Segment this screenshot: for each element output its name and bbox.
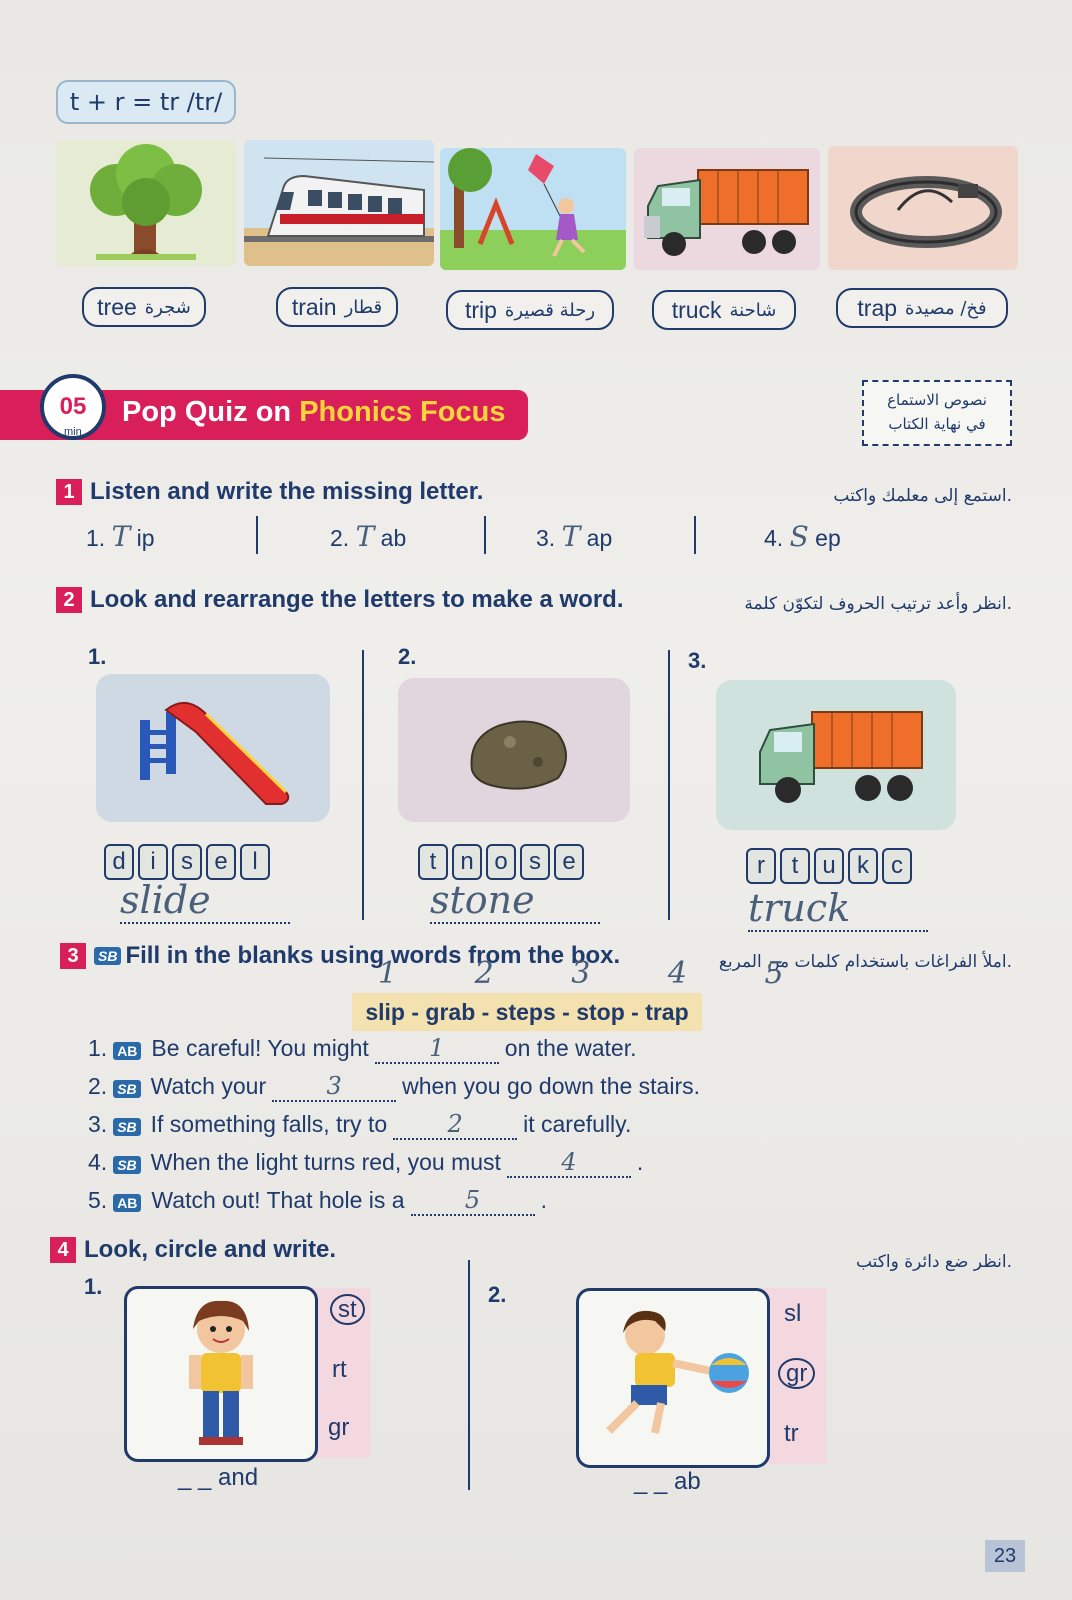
handwritten-answer: 3 [272, 1072, 396, 1102]
handwritten-answer: S [789, 520, 809, 553]
letter-tile: l [240, 844, 270, 880]
handwritten-box-numbers: 1 2 3 4 5 [378, 956, 818, 991]
item-number: 3. [88, 1111, 108, 1137]
section-title-text: Look and rearrange the letters to make a word. [90, 586, 624, 613]
option-sl[interactable]: sl [784, 1300, 802, 1327]
listening-scripts-note [862, 380, 1012, 446]
item-number: 3. [688, 648, 707, 673]
note-line-2: في نهاية الكتاب [888, 415, 986, 433]
letter-tile: c [882, 848, 912, 884]
word-ending: ep [815, 525, 841, 551]
divider [468, 1260, 470, 1490]
fill-item-2 [88, 1072, 700, 1102]
word-en: train [291, 293, 337, 320]
scrambled-letters-2 [418, 844, 584, 880]
truck-picture [634, 148, 820, 270]
letter-tile: t [418, 844, 448, 880]
word-stem-1: _ _ and [178, 1464, 259, 1491]
q1-item-1 [86, 520, 155, 553]
sentence-start: Watch your [150, 1073, 267, 1099]
section-4-arabic: انظر ضع دائرة واكتب. [855, 1252, 1012, 1272]
item-number: 2. [488, 1282, 507, 1307]
letter-tile: s [520, 844, 550, 880]
letter-tile: s [172, 844, 202, 880]
fill-item-1 [88, 1034, 637, 1064]
option-st[interactable] [330, 1296, 365, 1324]
handwritten-answer: T [561, 520, 581, 553]
item-number: 1. [84, 1274, 103, 1299]
divider [694, 516, 696, 554]
item-number: 1. [88, 644, 107, 669]
option-gr[interactable]: gr [328, 1414, 350, 1441]
word-en: trap [857, 294, 898, 321]
word-en: trip [464, 296, 497, 323]
timer-value: 05 [59, 393, 87, 420]
fill-item-3 [88, 1110, 631, 1140]
section-number: 3 [60, 943, 86, 969]
sb-tag: SB [113, 1080, 140, 1098]
section-number: 2 [56, 587, 82, 613]
option-text: st [330, 1294, 365, 1325]
scrambled-letters-3 [746, 848, 912, 884]
sentence-start: When the light turns red, you must [150, 1149, 501, 1175]
handwritten-answer: slide [120, 878, 290, 924]
sentence-start: If something falls, try to [150, 1111, 388, 1137]
section-2-arabic: انظر وأعد ترتيب الحروف لتكوّن كلمة. [744, 594, 1012, 614]
timer-unit: min [64, 426, 82, 438]
phonics-formula: t + r = tr /tr/ [56, 80, 236, 124]
word-stem-2: _ _ ab [634, 1468, 701, 1495]
truck-picture [716, 680, 956, 830]
handwritten-answer: T [111, 520, 131, 553]
sentence-start: Be careful! You might [151, 1035, 369, 1061]
divider [668, 650, 670, 920]
ab-tag: AB [113, 1194, 141, 1212]
item-number: 1. [86, 525, 106, 551]
section-1-arabic: استمع إلى معلمك واكتب. [833, 486, 1012, 506]
q1-item-4 [764, 520, 841, 553]
handwritten-answer: stone [430, 878, 600, 924]
letter-tile: k [848, 848, 878, 884]
ab-tag: AB [113, 1042, 141, 1060]
stone-picture [398, 678, 630, 822]
q1-item-3 [536, 520, 612, 553]
note-line-1: نصوص الاستماع [887, 391, 987, 409]
item-number: 2. [330, 525, 350, 551]
letter-tile: e [554, 844, 584, 880]
quiz-title [122, 396, 505, 429]
handwritten-answer: 2 [393, 1110, 517, 1140]
word-en: tree [97, 293, 137, 320]
section-4-title [50, 1236, 336, 1264]
item-number: 4. [764, 525, 784, 551]
item-number: 4. [88, 1149, 108, 1175]
section-title-text: Look, circle and write. [84, 1236, 337, 1263]
section-number: 4 [50, 1237, 76, 1263]
letter-tile: i [138, 844, 168, 880]
word-ar: شجرة [144, 296, 191, 318]
slide-picture [96, 674, 330, 822]
letter-tile: o [486, 844, 516, 880]
option-rt[interactable]: rt [332, 1356, 347, 1383]
word-ar: شاحنة [729, 299, 777, 321]
section-2-title [56, 586, 623, 614]
section-title-text: Fill in the blanks using words from the box. [125, 942, 621, 969]
fill-item-5 [88, 1186, 547, 1216]
word-label-train [276, 287, 398, 327]
sentence-end: it carefully. [523, 1111, 632, 1137]
word-label-tree [82, 287, 206, 327]
sentence-end: on the water. [504, 1035, 637, 1061]
sb-tag: SB [113, 1118, 140, 1136]
sentence-start: Watch out! That hole is a [151, 1187, 405, 1213]
train-picture [244, 140, 434, 266]
letter-tile: e [206, 844, 236, 880]
word-ar: رحلة قصيرة [504, 299, 596, 321]
section-1-title [56, 478, 483, 506]
boy-grabbing-ball-picture [579, 1291, 767, 1465]
sb-tag: SB [94, 947, 121, 965]
sb-tag: SB [113, 1156, 140, 1174]
letter-tile: u [814, 848, 844, 884]
word-en: truck [671, 296, 722, 323]
word-ar: فخ/ مصيدة [905, 297, 987, 319]
section-title-text: Listen and write the missing letter. [90, 478, 484, 505]
divider [484, 516, 486, 554]
trap-picture [828, 146, 1018, 270]
item-number: 1. [88, 1035, 108, 1061]
handwritten-answer: 1 [375, 1034, 499, 1064]
picture-frame-2 [576, 1288, 770, 1468]
sentence-end: . [540, 1187, 547, 1213]
option-tr[interactable]: tr [784, 1420, 799, 1447]
letter-tile: d [104, 844, 134, 880]
sentence-end: when you go down the stairs. [402, 1073, 701, 1099]
handwritten-answer: 4 [507, 1148, 631, 1178]
fill-item-4 [88, 1148, 643, 1178]
tree-picture [56, 140, 236, 266]
handwritten-answer: 5 [411, 1186, 535, 1216]
item-number: 2. [88, 1073, 108, 1099]
option-gr[interactable] [778, 1360, 815, 1388]
letter-tile: r [746, 848, 776, 884]
word-ending: ip [136, 525, 155, 551]
word-label-truck [652, 290, 796, 330]
word-box: slip - grab - steps - stop - trap [352, 993, 702, 1031]
letter-tile: t [780, 848, 810, 884]
trip-picture [440, 148, 626, 270]
q1-item-2 [330, 520, 406, 553]
girl-standing-picture [127, 1289, 315, 1459]
scrambled-letters-1 [104, 844, 270, 880]
item-number: 3. [536, 525, 556, 551]
item-number: 2. [398, 644, 417, 669]
section-number: 1 [56, 479, 82, 505]
handwritten-answer: truck [748, 886, 928, 932]
divider [362, 650, 364, 920]
section-3-arabic: املأ الفراغات باستخدام كلمات من المربع. [718, 952, 1012, 972]
item-number: 5. [88, 1187, 108, 1213]
word-ending: ap [586, 525, 613, 551]
word-ar: قطار [344, 296, 383, 318]
quiz-title-part2: Phonics Focus [299, 396, 506, 428]
word-label-trip [446, 290, 614, 330]
word-label-trap [836, 288, 1008, 328]
option-text: gr [778, 1358, 815, 1389]
picture-frame-1 [124, 1286, 318, 1462]
sentence-end: . [636, 1149, 644, 1175]
word-ending: ab [380, 525, 407, 551]
letter-tile: n [452, 844, 482, 880]
divider [256, 516, 258, 554]
quiz-title-part1: Pop Quiz on [122, 396, 300, 428]
handwritten-answer: T [355, 520, 375, 553]
page-number: 23 [985, 1540, 1025, 1572]
